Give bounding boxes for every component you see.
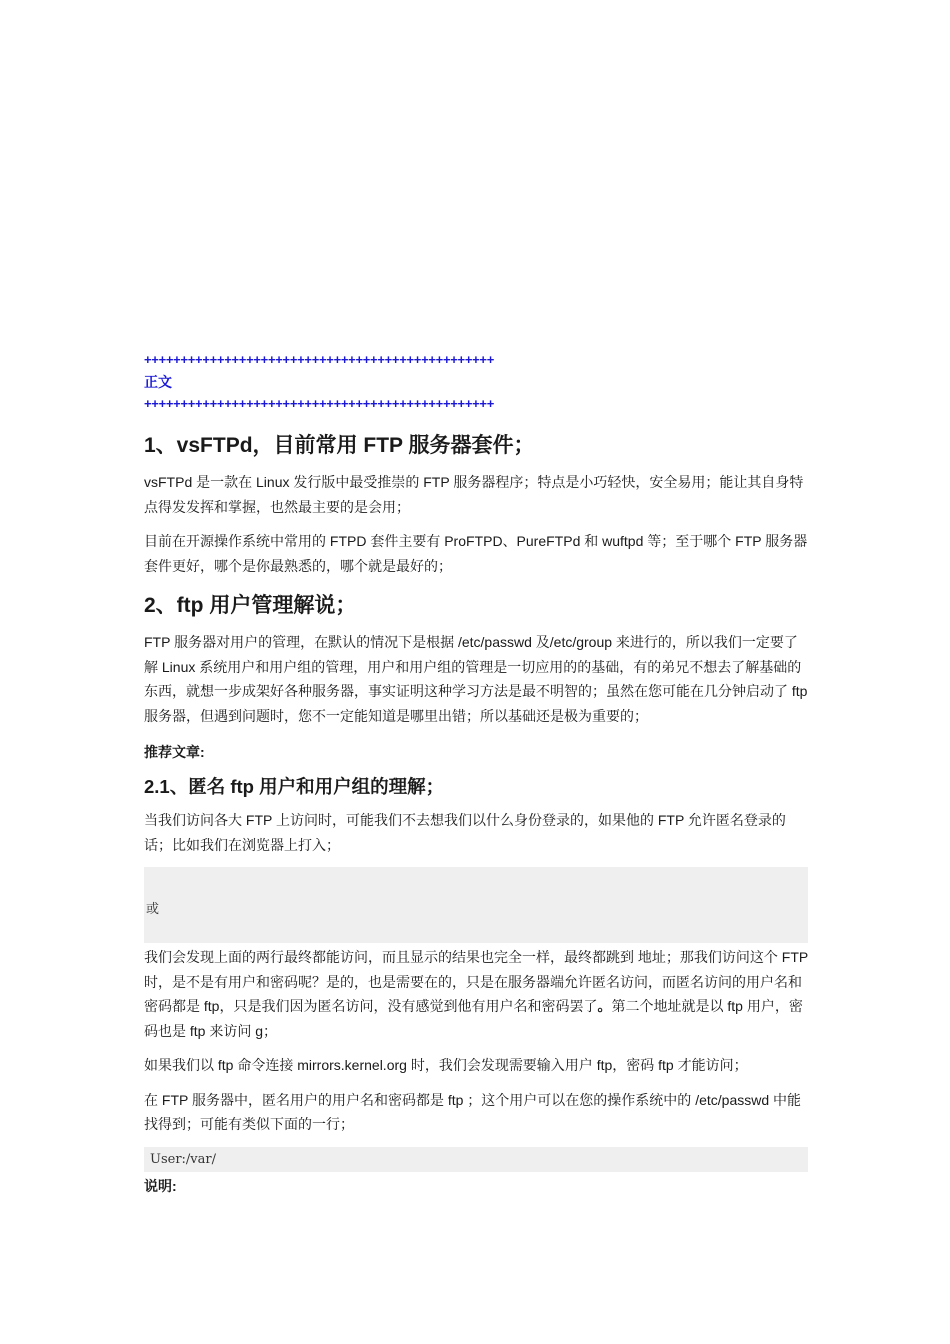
paragraph-anonymous-explain-a: 我们会发现上面的两行最终都能访问，而且显示的结果也完全一样，最终都跳到 地址；那我们访问这个 FTP 时，是不是有用户和密码呢？是的，也是需要在的，只是在服务器端允许匿名访问，而匿名访问的用户名和密码都是 ftp，只是我们因为匿名访问，没有感觉到他有用户名和密码罢了 bbox=[144, 949, 808, 1014]
code-block-passwd: User:/var/ bbox=[144, 1147, 808, 1172]
heading-anonymous-ftp: 2.1、匿名 ftp 用户和用户组的理解； bbox=[144, 776, 445, 797]
paragraph-anonymous-access: 当我们访问各大 FTP 上访问时，可能我们不去想我们以什么身份登录的，如果他的 FTP 允许匿名登录的话；比如我们在浏览器上打入； bbox=[144, 812, 786, 853]
separator-top: ++++++++++++++++++++++++++++++++++++++++++++++++ bbox=[144, 352, 495, 367]
recommend-label: 推荐文章: bbox=[144, 744, 205, 760]
paragraph-ftpd-suites: 目前在开源操作系统中常用的 FTPD 套件主要有 ProFTPD、PureFTPd 和 wuftpd 等；至于哪个 FTP 服务器套件更好，哪个是你最熟悉的，哪个就是最好的； bbox=[144, 533, 808, 574]
paragraph-anonymous-explain-b: 。 bbox=[597, 998, 612, 1014]
heading-vsftpd: 1、vsFTPd，目前常用 FTP 服务器套件； bbox=[144, 434, 535, 457]
paragraph-vsftpd-intro: vsFTPd 是一款在 Linux 发行版中最受推崇的 FTP 服务器程序；特点是小巧轻快，安全易用；能让其自身特点得发发挥和掌握，也然最主要的是会用； bbox=[144, 474, 804, 515]
section-label: 正文 bbox=[144, 374, 172, 390]
paragraph-ftp-command: 如果我们以 ftp 命令连接 mirrors.kernel.org 时，我们会发现需要输入用户 ftp，密码 ftp 才能访问； bbox=[144, 1057, 748, 1073]
paragraph-passwd-entry: 在 FTP 服务器中，匿名用户的用户名和密码都是 ftp ；这个用户可以在您的操作系统中的 /etc/passwd 中能找得到；可能有类似下面的一行； bbox=[144, 1091, 802, 1132]
code-block-urls bbox=[144, 867, 808, 943]
code-or-text: 或 bbox=[146, 902, 160, 917]
paragraph-anonymous-explain-c: 第二个地址就是以 ftp 用户，密码也是 ftp 来访问 g； bbox=[144, 998, 803, 1039]
paragraph-anonymous-explain bbox=[144, 945, 808, 1043]
separator-bottom: ++++++++++++++++++++++++++++++++++++++++++++++++ bbox=[144, 396, 495, 411]
paragraph-user-management: FTP 服务器对用户的管理，在默认的情况下是根据 /etc/passwd 及/etc/group 来进行的，所以我们一定要了解 Linux 系统用户和用户组的管理，用户和用户组的管理是一切应用的的基础，有的弟兄不想去了解基础的东西，就想一步成架好各种服务器，事实证明这种学习方法是最不明智的；虽然在您可能在几分钟启动了 ftp 服务器，但遇到问题时，您不一定能知道是哪里出错；所以基础还是极为重要的； bbox=[144, 634, 808, 724]
note-label: 说明: bbox=[144, 1177, 177, 1194]
heading-ftp-user-management: 2、ftp 用户管理解说； bbox=[144, 594, 357, 617]
document-page bbox=[144, 352, 808, 1198]
